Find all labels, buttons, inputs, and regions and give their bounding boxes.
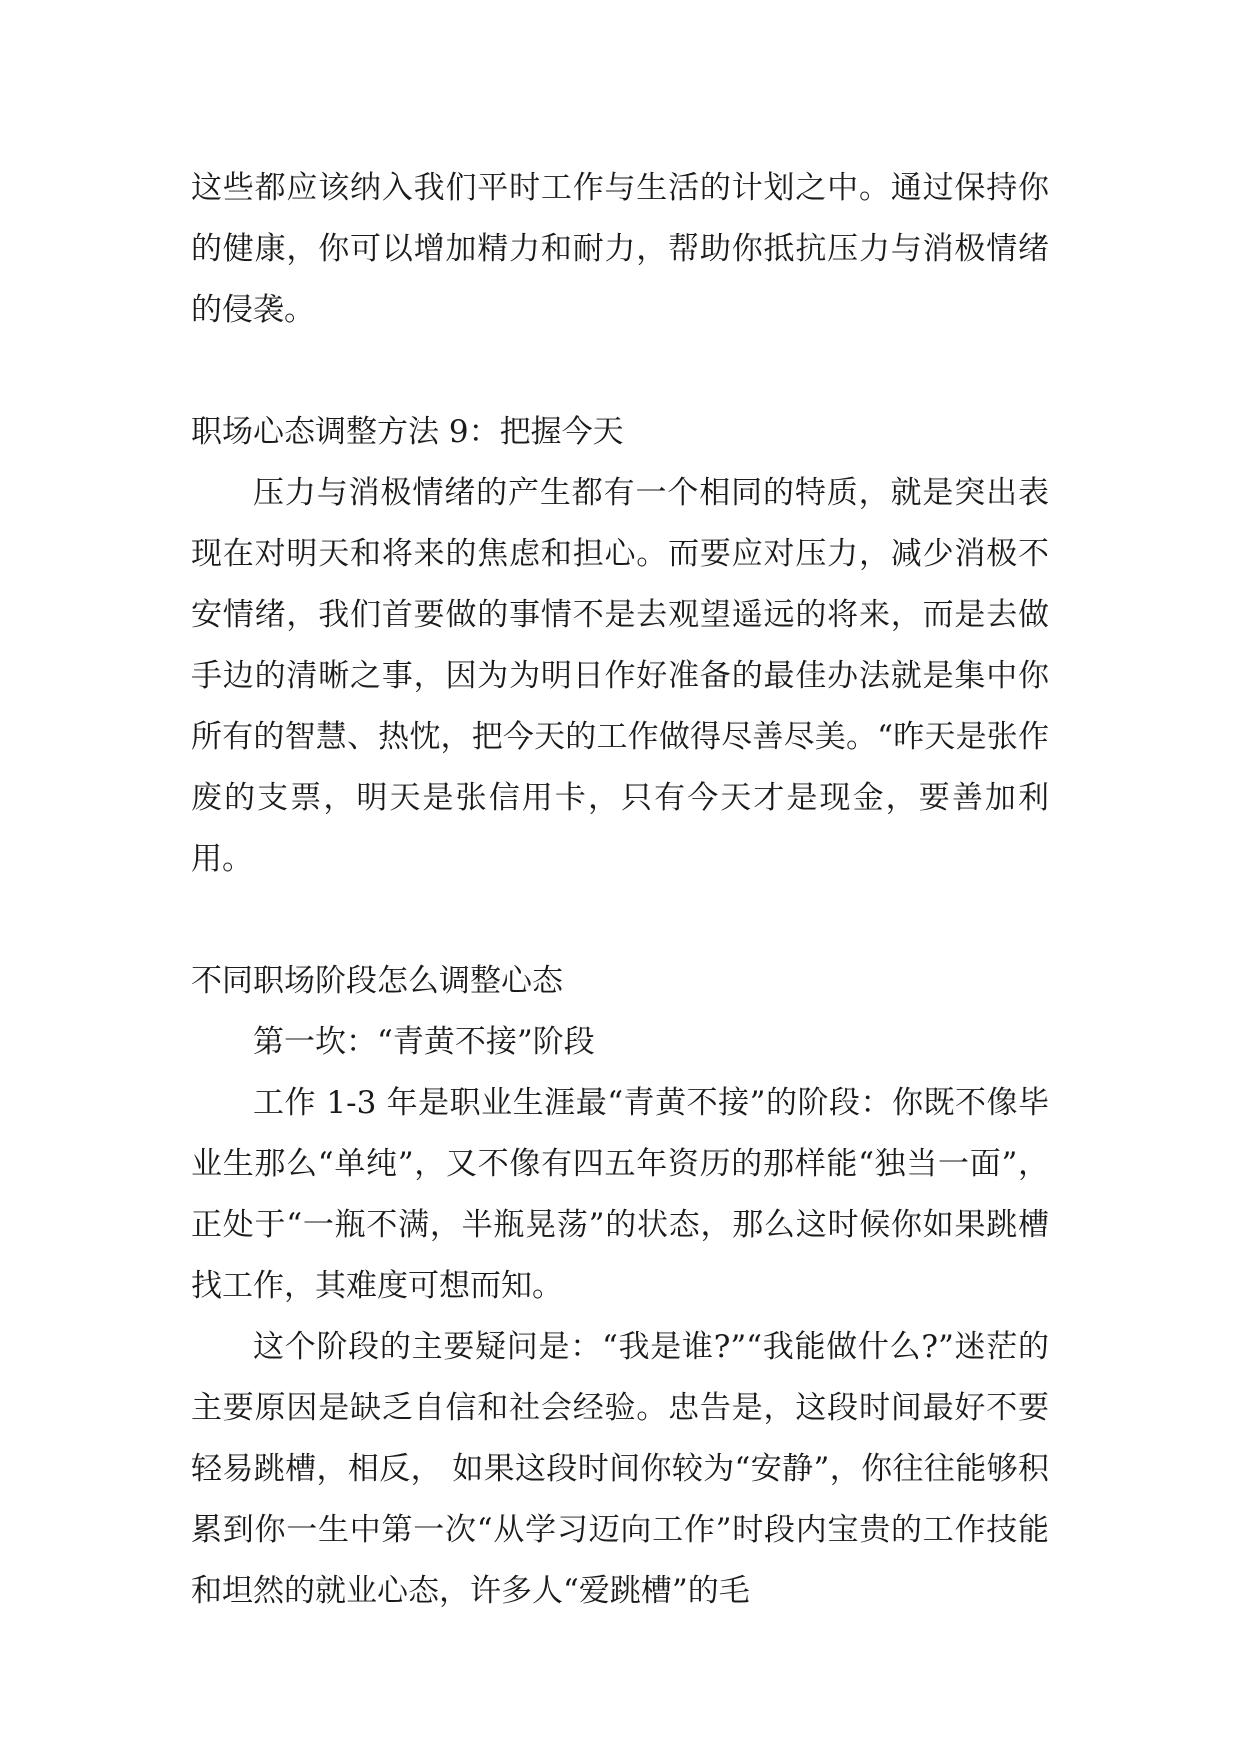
paragraph-method-9: 压力与消极情绪的产生都有一个相同的特质，就是突出表现在对明天和将来的焦虑和担心。而要应对压力，减少消极不安情绪，我们首要做的事情不是去观望遥远的将来，而是去做手边的清晰之事，因为为明日作好准备的最佳办法就是集中你所有的智慧、热忱，把今天的工作做得尽善尽美。“昨天是张作废的支票，明天是张信用卡，只有今天才是现金，要善加利用。 <box>191 475 1049 877</box>
document-body <box>191 158 1049 1622</box>
paragraph-spacer <box>191 341 1049 402</box>
paragraph-spacer <box>191 890 1049 951</box>
paragraph-first-stage-1: 工作 1-3 年是职业生涯最“青黄不接”的阶段：你既不像毕业生那么“单纯”，又不像有四五年资历的那样能“独当一面”，正处于“一瓶不满，半瓶晃荡”的状态，那么这时候你如果跳槽找工作，其难度可想而知。 <box>191 1085 1049 1304</box>
section-heading-method-9: 职场心态调整方法 9：把握今天 <box>191 414 624 450</box>
paragraph-continued: 这些都应该纳入我们平时工作与生活的计划之中。通过保持你的健康，你可以增加精力和耐力，帮助你抵抗压力与消极情绪的侵袭。 <box>191 170 1049 328</box>
paragraph-first-stage-2: 这个阶段的主要疑问是：“我是谁?”“我能做什么?”迷茫的主要原因是缺乏自信和社会经验。忠告是，这段时间最好不要轻易跳槽，相反， 如果这段时间你较为“安静”，你往往能够积累到你一生中第一次“从学习迈向工作”时段内宝贵的工作技能和坦然的就业心态，许多人“爱跳槽”的毛 <box>191 1329 1049 1609</box>
section-heading-stages: 不同职场阶段怎么调整心态 <box>191 963 563 999</box>
subheading-first-stage: 第一坎：“青黄不接”阶段 <box>253 1024 595 1060</box>
